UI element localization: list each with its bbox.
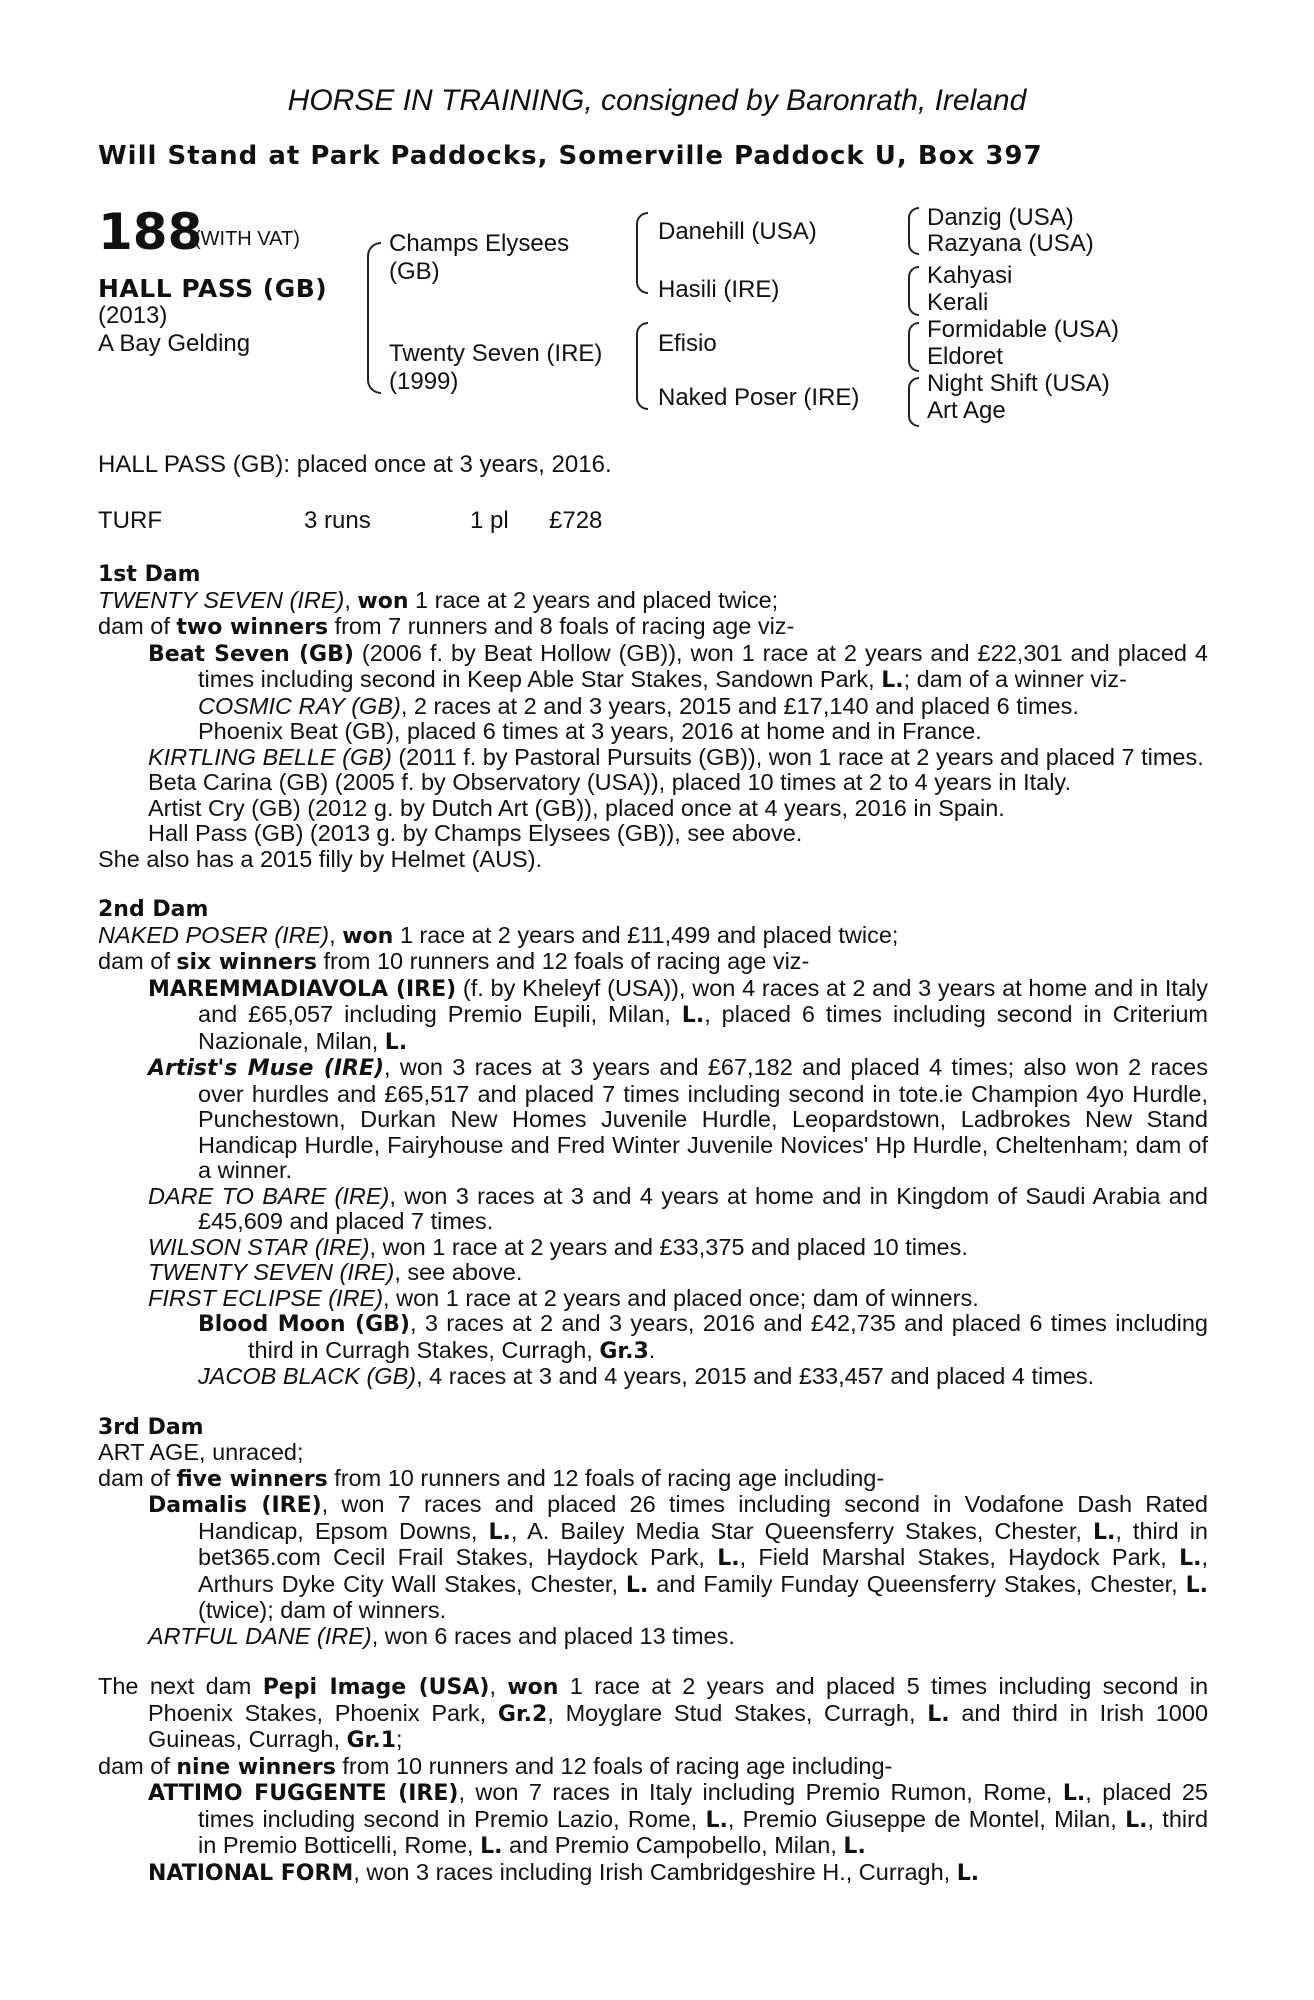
produce-record (98, 562, 1208, 1886)
foaling-year: (2013) (98, 302, 168, 329)
turf-label: TURF (98, 507, 162, 534)
turf-placed: 1 pl (470, 507, 509, 534)
second-dam-line: NAKED POSER (IRE), won 1 race at 2 years and £11,499 and placed twice; (98, 921, 899, 949)
consignor-header: HORSE IN TRAINING, consigned by Baronrath, Ireland (287, 84, 1027, 117)
brace-4 (908, 207, 919, 255)
pedigree-sire-line2: (GB) (389, 258, 440, 285)
pedigree-dsd: Eldoret (927, 343, 1004, 370)
brace-1 (367, 242, 381, 394)
first-dam-heading: 1st Dam (98, 562, 201, 587)
brace-3 (636, 322, 648, 410)
entry-beta-carina: Beta Carina (GB) (2005 f. by Observatory (USA)), placed 10 times at 2 to 4 years in Italy. (148, 769, 1071, 795)
third-dam-winners: dam of five winners from 10 runners and 12 foals of racing age including- (98, 1464, 885, 1492)
pedigree-sds: Kahyasi (927, 262, 1013, 289)
pedigree-sss: Danzig (USA) (927, 204, 1074, 231)
pedigree-ssd: Razyana (USA) (927, 230, 1094, 257)
pedigree-dds: Night Shift (USA) (927, 370, 1110, 397)
brace-6 (908, 322, 919, 372)
lot-number: 188 (98, 203, 203, 261)
vat-note: (WITH VAT) (194, 228, 300, 250)
second-dam-winners: dam of six winners from 10 runners and 12 foals of racing age viz- (98, 948, 810, 975)
entry-artists-muse: Artist's Muse (IRE), won 3 races at 3 years and £67,182 and placed 4 times; also won 2 races over hurdles and £65,517 and placed 7 times including second in tote.ie Champion 4yo Hurdle, Punchestown, Durkan New Homes Juvenile Hurdle, Leopardstown, Ladbrokes New Stand Handicap Hurdle, Fairyhouse and Fred Winter Juvenile Novices' Hp Hurdle, Cheltenham; dam of a winner. (148, 1054, 1208, 1183)
entry-first-eclipse: FIRST ECLIPSE (IRE), won 1 race at 2 years and placed once; dam of winners. (148, 1284, 979, 1311)
entry-artist-cry: Artist Cry (GB) (2012 g. by Dutch Art (GB)), placed once at 4 years, 2016 in Spain. (148, 794, 1005, 821)
entry-artful-dane: ARTFUL DANE (IRE), won 6 races and placed 13 times. (148, 1622, 735, 1649)
pedigree-ss: Danehill (USA) (658, 218, 817, 245)
pedigree-dss: Formidable (USA) (927, 316, 1120, 343)
third-dam-line: ART AGE, unraced; (98, 1439, 304, 1465)
entry-twenty-seven: TWENTY SEVEN (IRE), see above. (148, 1259, 523, 1285)
first-dam-winners: dam of two winners from 7 runners and 8 foals of racing age viz- (98, 613, 795, 640)
first-dam-line: TWENTY SEVEN (IRE), won 1 race at 2 years and placed twice; (98, 586, 779, 614)
entry-hall-pass: Hall Pass (GB) (2013 g. by Champs Elysees (GB)), see above. (148, 820, 803, 846)
entry-attimo-fuggente: ATTIMO FUGGENTE (IRE), won 7 races in Italy including Premio Rumon, Rome, L., placed 25 times including second in Premio Lazio, Rome, L., Premio Giuseppe de Montel, Milan, L., third in Premio Botticelli, Rome, L. and Premio Campobello, Milan, L. (148, 1779, 1209, 1859)
pedigree-dam: Twenty Seven (IRE) (389, 340, 603, 367)
next-dam-line: The next dam Pepi Image (USA), won 1 race at 2 years and placed 5 times including second in Phoenix Stakes, Phoenix Park, Gr.2, Moyglare Stud Stakes, Curragh, L. and third in Irish 1000 Guineas, Curragh, Gr.1; (98, 1673, 1209, 1753)
third-dam-heading: 3rd Dam (98, 1414, 204, 1440)
brace-2 (636, 212, 648, 294)
pedigree-dam-line2: (1999) (389, 368, 459, 395)
pedigree-sdd: Kerali (927, 289, 989, 316)
entry-wilson-star: WILSON STAR (IRE), won 1 race at 2 years and £33,375 and placed 10 times. (148, 1233, 968, 1260)
entry-phoenix-beat: Phoenix Beat (GB), placed 6 times at 3 years, 2016 at home and in France. (198, 718, 982, 744)
brace-5 (908, 266, 919, 316)
entry-national-form: NATIONAL FORM, won 3 races including Irish Cambridgeshire H., Curragh, L. (148, 1858, 980, 1886)
second-dam-heading: 2nd Dam (98, 897, 209, 922)
pedigree-sd: Hasili (IRE) (658, 276, 780, 303)
horse-name: HALL PASS (GB) (98, 274, 328, 303)
pedigree-sire: Champs Elysees (389, 230, 570, 257)
horse-description: A Bay Gelding (98, 330, 251, 357)
entry-kirtling-belle: KIRTLING BELLE (GB) (2011 f. by Pastoral Pursuits (GB)), won 1 race at 2 years and placed 7 times. (148, 743, 1204, 770)
turf-runs: 3 runs (304, 507, 371, 534)
turf-earnings: £728 (549, 507, 603, 534)
pedigree-ds: Efisio (658, 330, 717, 357)
pedigree-dd: Naked Poser (IRE) (658, 384, 860, 411)
entry-blood-moon: Blood Moon (GB), 3 races at 2 and 3 years, 2016 and £42,735 and placed 6 times including third in Curragh Stakes, Curragh, Gr.3. (198, 1310, 1209, 1364)
entry-damalis: Damalis (IRE), won 7 races and placed 26 times including second in Vodafone Dash Rated Handicap, Epsom Downs, L., A. Bailey Media Star Queensferry Stakes, Chester, L., third in bet365.com Cecil Frail Stakes, Haydock Park, L., Field Marshal Stakes, Haydock Park, L., Arthurs Dyke City Wall Stakes, Chester, L. and Family Funday Queensferry Stakes, Chester, L. (twice); dam of winners. (148, 1491, 1209, 1623)
entry-cosmic-ray: COSMIC RAY (GB), 2 races at 2 and 3 years, 2015 and £17,140 and placed 6 times. (198, 692, 1079, 719)
brace-7 (908, 377, 919, 427)
entry-beat-seven: Beat Seven (GB) (2006 f. by Beat Hollow (GB)), won 1 race at 2 years and £22,301 and placed 4 times including second in Keep Able Star Stakes, Sandown Park, L.; dam of a winner viz- (148, 639, 1209, 693)
race-summary: HALL PASS (GB): placed once at 3 years, 2016. (98, 451, 612, 478)
entry-dare-to-bare: DARE TO BARE (IRE), won 3 races at 3 and 4 years at home and in Kingdom of Saudi Arabia and £45,609 and placed 7 times. (148, 1182, 1208, 1234)
entry-jacob-black: JACOB BLACK (GB), 4 races at 3 and 4 years, 2015 and £33,457 and placed 4 times. (198, 1363, 1095, 1389)
location-header: Will Stand at Park Paddocks, Somerville Paddock U, Box 397 (98, 141, 1043, 171)
next-dam-winners: dam of nine winners from 10 runners and 12 foals of racing age including- (98, 1752, 893, 1780)
entry-also: She also has a 2015 filly by Helmet (AUS). (98, 845, 543, 872)
entry-maremmadiavola: MAREMMADIAVOLA (IRE) (f. by Kheleyf (USA)), won 4 races at 2 and 3 years at home and in Italy and £65,057 including Premio Eupili, Milan, L., placed 6 times including second in Criterium Nazionale, Milan, L. (148, 974, 1209, 1055)
pedigree-ddd: Art Age (927, 397, 1006, 424)
